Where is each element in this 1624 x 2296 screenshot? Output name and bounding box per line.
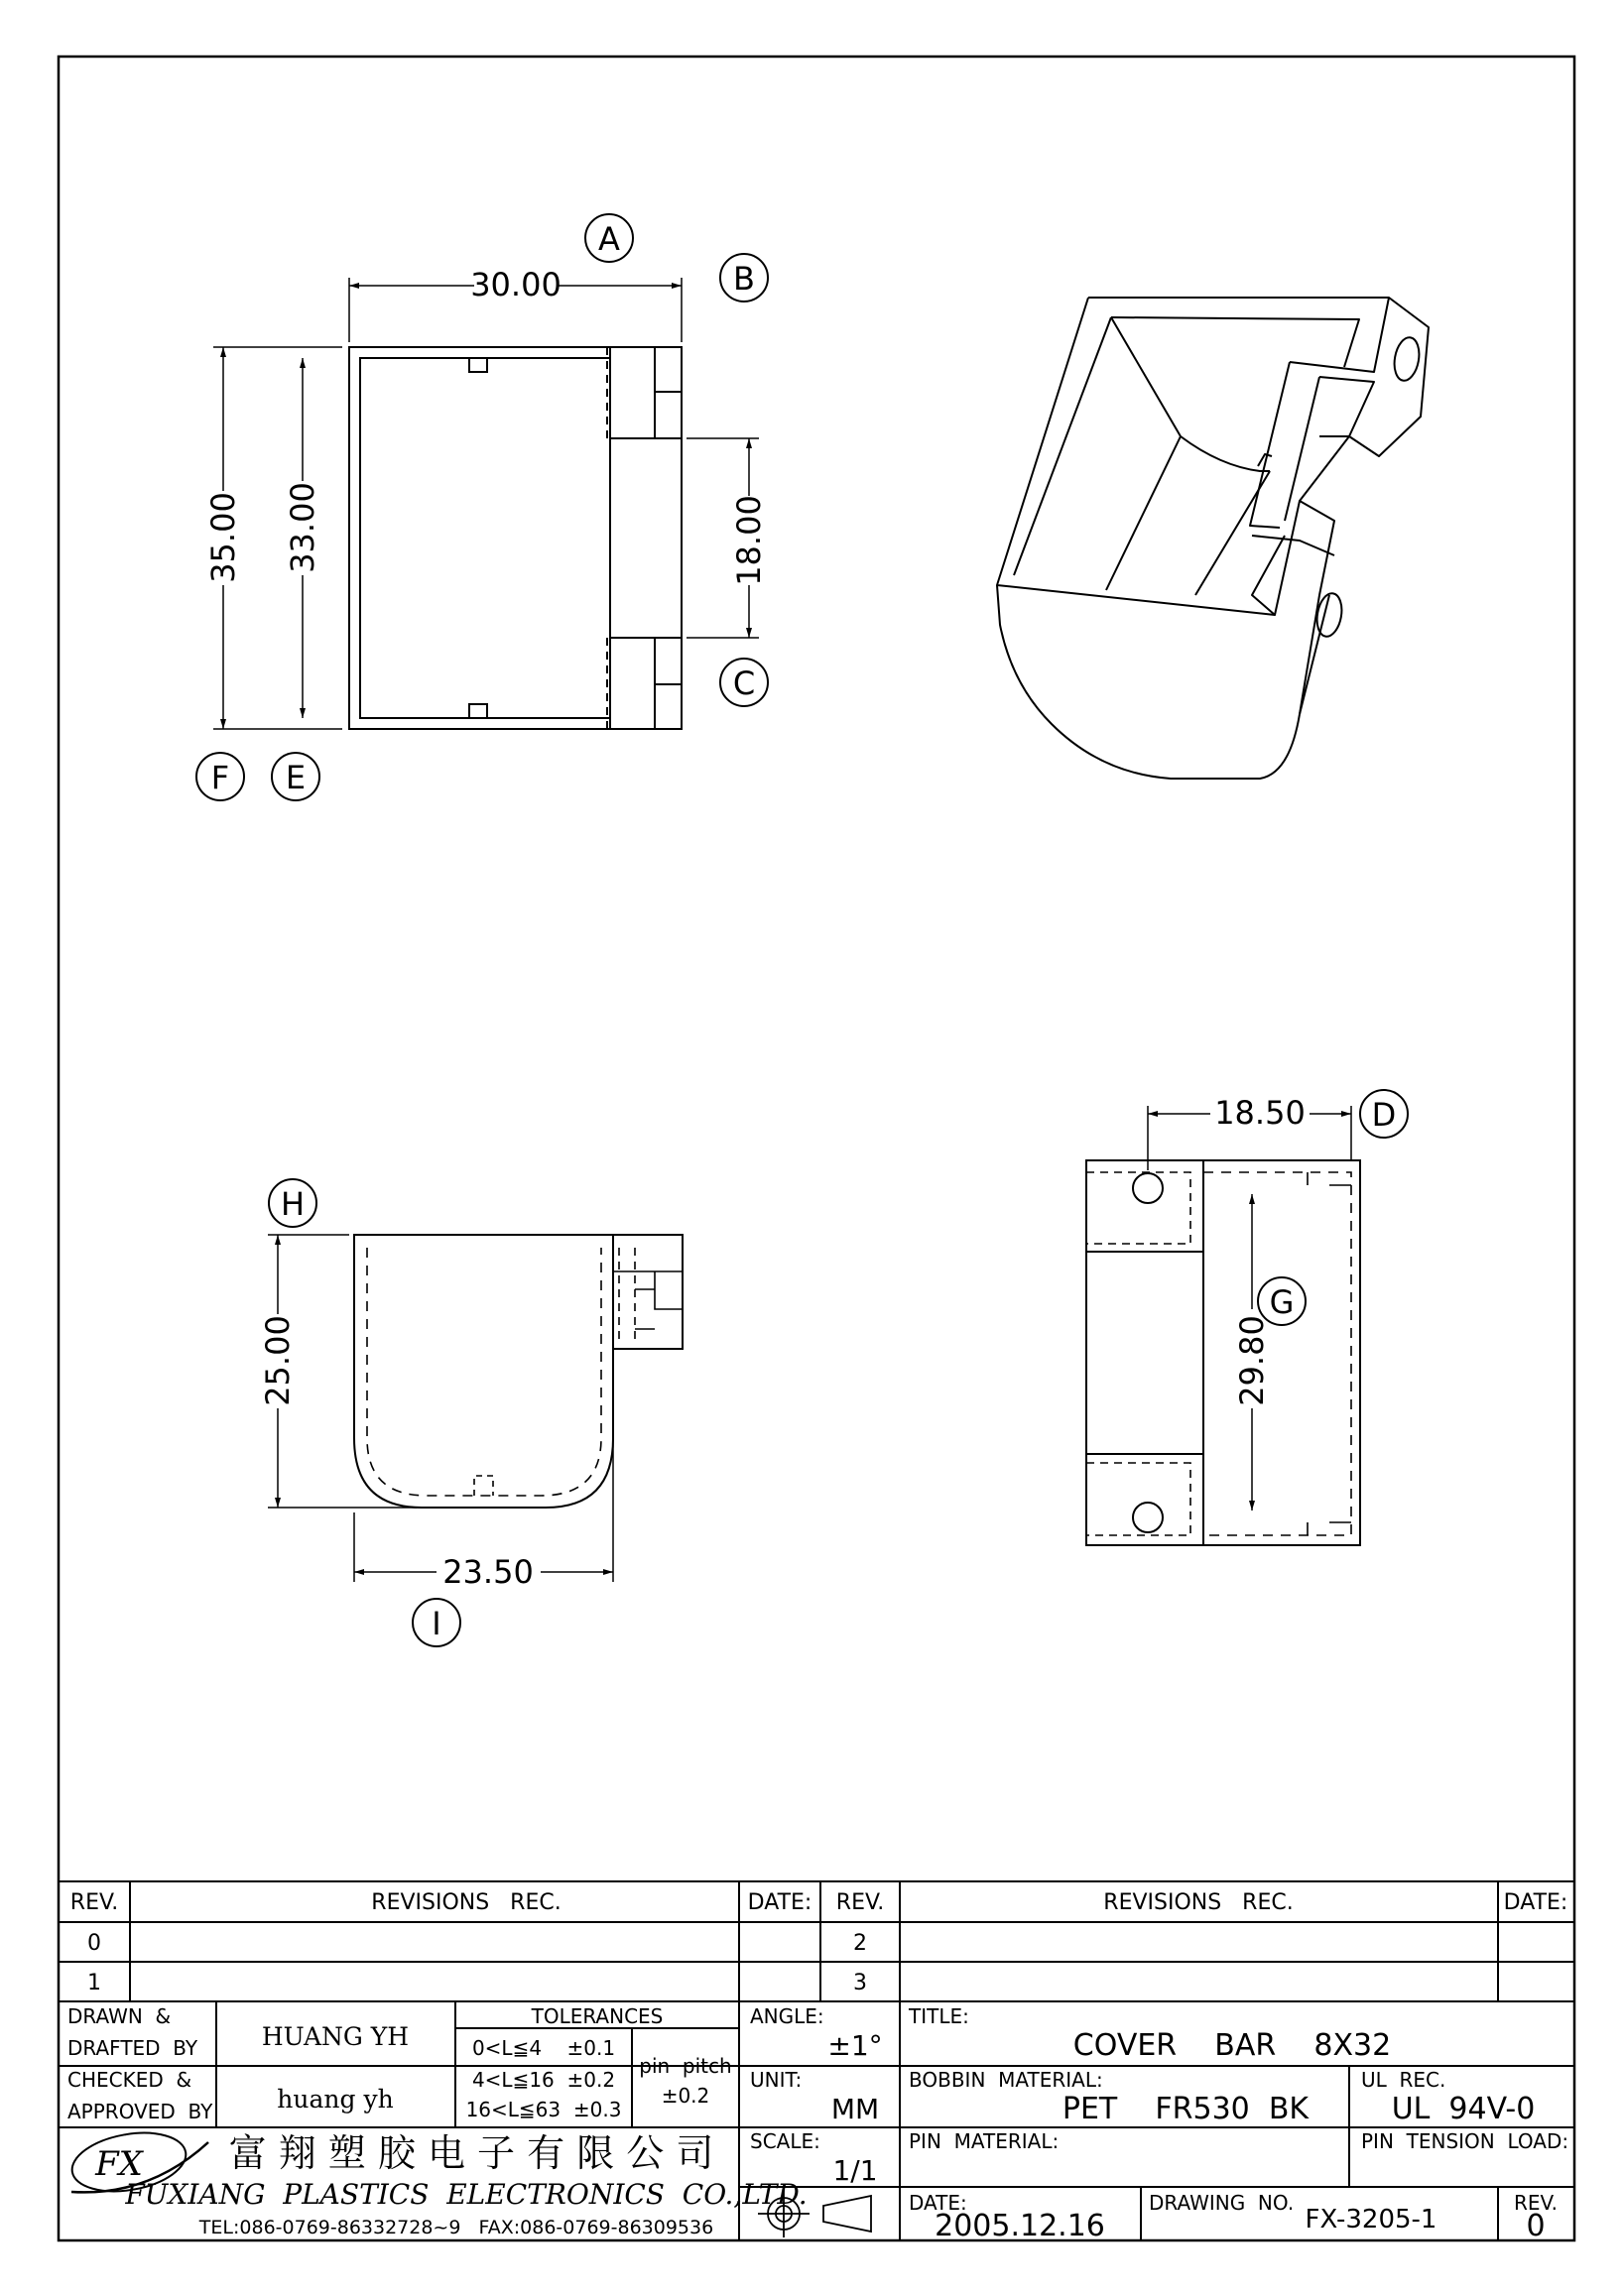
scale-label: SCALE:: [750, 2129, 820, 2153]
dim-width-bottom: 18.50: [1214, 1094, 1306, 1132]
dim-pin-span: 18.00: [730, 495, 768, 586]
company-name-cn: 富 翔 塑 胶 电 子 有 限 公 司: [228, 2131, 714, 2175]
dim-height-bottom: 29.80: [1233, 1315, 1271, 1406]
tol-row-1: 0<L≦4 ±0.1: [471, 2036, 616, 2060]
svg-text:E: E: [285, 759, 307, 796]
company-contact: TEL:086-0769-86332728~9 FAX:086-0769-86309536: [198, 2217, 714, 2238]
svg-text:G: G: [1269, 1283, 1295, 1321]
angle-label: ANGLE:: [750, 2004, 824, 2028]
callout-e: [272, 753, 319, 800]
unit-label: UNIT:: [750, 2068, 803, 2092]
drawn-by: HUANG YH: [261, 2022, 410, 2051]
checked-label-2: APPROVED BY: [67, 2100, 213, 2123]
dim-height-inner: 33.00: [284, 482, 321, 573]
checked-label-1: CHECKED &: [67, 2068, 192, 2092]
pin-material-label: PIN MATERIAL:: [909, 2129, 1060, 2153]
svg-text:FX: FX: [95, 2144, 143, 2184]
callout-d: [1360, 1090, 1408, 1138]
svg-text:B: B: [733, 260, 755, 298]
callout-a: [585, 214, 633, 262]
title-value: COVER BAR 8X32: [1072, 2028, 1392, 2063]
tolerances-header: TOLERANCES: [531, 2004, 664, 2028]
scale-value: 1/1: [832, 2154, 878, 2187]
rev-2: 2: [853, 1931, 867, 1956]
callout-h: [269, 1179, 316, 1227]
pin-pitch-label: pin pitch: [639, 2054, 732, 2078]
drawing-no-label: DRAWING NO.: [1149, 2191, 1295, 2215]
svg-text:C: C: [732, 665, 756, 702]
tol-row-3: 16<L≦63 ±0.3: [465, 2098, 622, 2121]
rev-3: 3: [853, 1971, 867, 1995]
svg-text:A: A: [598, 220, 620, 258]
rev-0: 0: [87, 1931, 101, 1956]
dim-height-side: 25.00: [259, 1315, 297, 1406]
tol-row-2: 4<L≦16 ±0.2: [471, 2068, 616, 2092]
svg-text:I: I: [432, 1605, 441, 1642]
rev-header-left: REV.: [69, 1890, 119, 1915]
svg-text:F: F: [210, 759, 230, 796]
bottom-view: [1086, 1106, 1360, 1545]
ul-rec-value: UL 94V-0: [1391, 2092, 1536, 2126]
drawn-label-2: DRAFTED BY: [67, 2036, 198, 2060]
rev-header-right: REV.: [835, 1890, 885, 1915]
callout-g: [1258, 1277, 1306, 1325]
date-header-left: DATE:: [747, 1890, 812, 1915]
svg-text:D: D: [1371, 1096, 1397, 1134]
svg-text:H: H: [280, 1185, 306, 1223]
rev-1: 1: [87, 1971, 101, 1995]
angle-value: ±1°: [827, 2029, 883, 2062]
side-view: [268, 1235, 683, 1582]
revisions-header-left: REVISIONS REC.: [371, 1890, 562, 1915]
rev-label: REV.: [1514, 2191, 1558, 2215]
bobbin-material-value: PET FR530 BK: [1062, 2092, 1310, 2126]
unit-value: MM: [830, 2093, 880, 2125]
title-label: TITLE:: [909, 2004, 969, 2028]
sheet-border: [59, 57, 1574, 2240]
bobbin-material-label: BOBBIN MATERIAL:: [909, 2068, 1103, 2092]
isometric-view: [997, 298, 1429, 779]
company-name-en: FUXIANG PLASTICS ELECTRONICS CO.,LTD.: [125, 2178, 808, 2211]
drawing-no-value: FX-3205-1: [1305, 2205, 1437, 2235]
drawn-label-1: DRAWN &: [67, 2004, 172, 2028]
date-header-right: DATE:: [1503, 1890, 1568, 1915]
rev-value: 0: [1526, 2209, 1546, 2243]
ul-rec-label: UL REC.: [1361, 2068, 1446, 2092]
callout-c: [720, 659, 768, 706]
dim-height-outer: 35.00: [204, 492, 242, 583]
callout-b: [720, 254, 768, 302]
revisions-header-right: REVISIONS REC.: [1103, 1890, 1294, 1915]
callout-i: [413, 1599, 460, 1646]
date-label: DATE:: [909, 2191, 967, 2215]
dim-width-top: 30.00: [470, 266, 562, 303]
date-value: 2005.12.16: [935, 2209, 1105, 2243]
pin-tension-label: PIN TENSION LOAD:: [1361, 2129, 1569, 2153]
dim-width-side: 23.50: [442, 1553, 534, 1591]
pin-pitch-value: ±0.2: [661, 2084, 710, 2108]
checked-by: huang yh: [277, 2085, 394, 2114]
callout-f: [196, 753, 244, 800]
